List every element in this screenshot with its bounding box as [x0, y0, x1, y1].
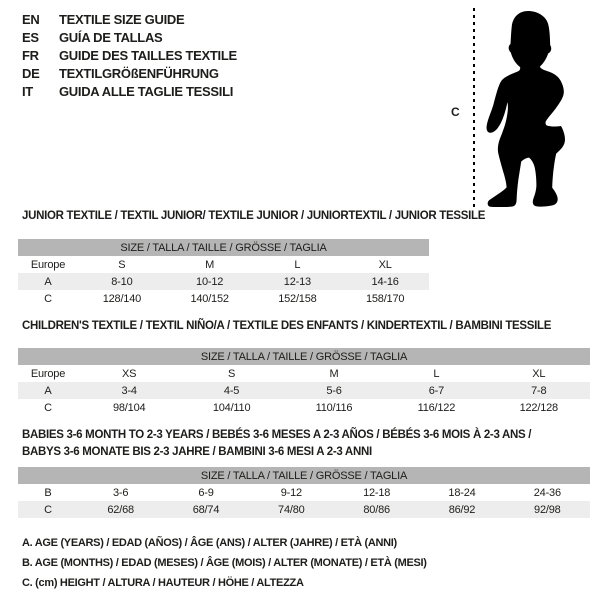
table-cell: 7-8	[488, 382, 590, 399]
lang-code: FR	[22, 47, 39, 63]
table-cell: 14-16	[341, 273, 429, 290]
table-cell: 9-12	[280, 486, 302, 499]
row-label-cell: C	[18, 501, 78, 518]
section-title-babies-line2: BABYS 3-6 MONATE BIS 2-3 JAHRE / BAMBINI 3-6 MESI A 2-3 ANNI	[22, 446, 372, 458]
table-row	[18, 484, 590, 501]
row-label-cell: Europe	[30, 367, 66, 380]
table-cell: L	[433, 367, 440, 380]
table-cell: 5-6	[283, 382, 385, 399]
table-cell: 3-6	[113, 486, 129, 499]
table-row	[18, 273, 429, 290]
row-label-cell: A	[18, 273, 78, 290]
lang-row-es	[22, 28, 237, 46]
table-cell: S	[228, 367, 236, 380]
lang-label: TEXTILGRÖßENFÜHRUNG	[59, 65, 219, 81]
table-cell: 122/128	[519, 401, 558, 414]
junior-size-table	[18, 239, 429, 307]
table-cell: 110/116	[315, 401, 353, 414]
lang-label: TEXTILE SIZE GUIDE	[59, 11, 185, 27]
table-row	[18, 365, 590, 382]
table-cell: 3-4	[78, 382, 180, 399]
table-cell: 80/86	[334, 501, 419, 518]
table-cell: 12-18	[363, 486, 391, 499]
table-cell: 6-7	[385, 382, 487, 399]
table-cell: 68/74	[163, 501, 248, 518]
lang-row-it	[22, 82, 237, 100]
table-cell: 74/80	[249, 501, 334, 518]
table-cell: 10-12	[166, 273, 254, 290]
lang-row-de	[22, 64, 237, 82]
table-cell: L	[294, 258, 301, 271]
table-cell: 116/122	[417, 401, 456, 414]
row-label-cell: B	[44, 486, 52, 499]
row-label-cell: C	[44, 292, 52, 305]
table-cell: 6-9	[198, 486, 214, 499]
lang-code: DE	[22, 65, 40, 81]
footnote-b: B. AGE (MONTHS) / EDAD (MESES) / ÂGE (MOIS) / ALTER (MONATE) / ETÀ (MESI)	[22, 557, 427, 569]
size-header-cell: SIZE / TALLA / TAILLE / GRÖSSE / TAGLIA	[18, 348, 590, 365]
table-cell: 140/152	[190, 292, 229, 305]
table-cell: 152/158	[278, 292, 317, 305]
height-marker-label: C	[451, 105, 460, 119]
table-row	[18, 382, 590, 399]
table-cell: XL	[378, 258, 392, 271]
table-cell: 4-5	[180, 382, 282, 399]
size-header-cell: SIZE / TALLA / TAILLE / GRÖSSE / TAGLIA	[18, 467, 590, 484]
lang-row-fr	[22, 46, 237, 64]
height-measure-dashed-line	[473, 8, 475, 207]
table-cell: 104/110	[212, 401, 251, 414]
table-row	[18, 256, 429, 273]
table-cell: 12-13	[254, 273, 342, 290]
babies-size-table	[18, 467, 590, 518]
size-header-row	[18, 348, 590, 365]
footnotes-block	[22, 533, 427, 593]
table-row	[18, 501, 590, 518]
lang-code: IT	[22, 83, 33, 99]
table-row	[18, 399, 590, 416]
row-label-cell: C	[44, 401, 52, 414]
section-title-children: CHILDREN'S TEXTILE / TEXTIL NIÑO/A / TEXTILE DES ENFANTS / KINDERTEXTIL / BAMBINI TESSILE	[22, 320, 552, 332]
lang-code: EN	[22, 11, 40, 27]
table-cell: 18-24	[448, 486, 476, 499]
table-cell: XS	[122, 367, 137, 380]
lang-row-en	[22, 10, 237, 28]
baby-silhouette-image	[486, 9, 568, 207]
lang-label: GUÍA DE TALLAS	[59, 29, 163, 45]
table-row	[18, 290, 429, 307]
lang-code: ES	[22, 29, 39, 45]
table-cell: 62/68	[78, 501, 163, 518]
table-cell: 24-36	[533, 486, 561, 499]
lang-label: GUIDA ALLE TAGLIE TESSILI	[59, 83, 234, 99]
size-header-row	[18, 239, 429, 256]
table-cell: M	[329, 367, 339, 380]
table-cell: 86/92	[419, 501, 504, 518]
table-cell: 8-10	[78, 273, 166, 290]
size-header-row	[18, 467, 590, 484]
size-header-cell: SIZE / TALLA / TAILLE / GRÖSSE / TAGLIA	[18, 239, 429, 256]
row-label-cell: Europe	[30, 258, 66, 271]
lang-label: GUIDE DES TAILLES TEXTILE	[59, 47, 237, 63]
footnote-a: A. AGE (YEARS) / EDAD (AÑOS) / ÂGE (ANS) / ALTER (JAHRE) / ETÀ (ANNI)	[22, 537, 397, 549]
table-cell: M	[205, 258, 215, 271]
table-cell: S	[118, 258, 126, 271]
children-size-table	[18, 348, 590, 416]
section-title-junior: JUNIOR TEXTILE / TEXTIL JUNIOR/ TEXTILE JUNIOR / JUNIORTEXTIL / JUNIOR TESSILE	[22, 210, 486, 222]
row-label-cell: A	[18, 382, 78, 399]
table-cell: XL	[532, 367, 546, 380]
section-title-babies-line1: BABIES 3-6 MONTH TO 2-3 YEARS / BEBÉS 3-6 MESES A 2-3 AÑOS / BÉBÉS 3-6 MOIS À 2-3 ANS /	[22, 429, 532, 441]
table-cell: 92/98	[505, 501, 590, 518]
table-cell: 128/140	[102, 292, 142, 305]
table-cell: 98/104	[112, 401, 146, 414]
table-cell: 158/170	[365, 292, 405, 305]
footnote-c: C. (cm) HEIGHT / ALTURA / HAUTEUR / HÖHE / ALTEZZA	[22, 577, 304, 589]
language-title-block	[22, 10, 237, 100]
